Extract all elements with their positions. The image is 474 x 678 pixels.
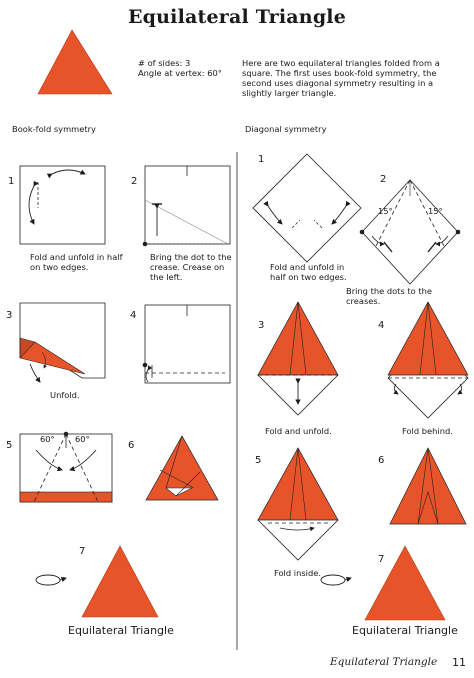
final-label-right: Equilateral Triangle (352, 624, 458, 637)
section-heading-diagonal: Diagonal symmetry (245, 124, 327, 134)
vertex-angle: Angle at vertex: 60° (138, 68, 222, 78)
right-step-3-caption: Fold and unfold. (265, 426, 332, 436)
left-step-3-caption: Unfold. (50, 390, 80, 400)
left-step-3-diagram (20, 303, 105, 382)
intro-text: Here are two equilateral triangles folded from a square. The first uses book-fold symmetry, the second uses diagonal symmetry resulting in a slightly larger triangle. (242, 58, 440, 98)
left-step-2-caption: Bring the dot to the crease. Crease on the left. (150, 252, 232, 282)
sides-count: # of sides: 3 (138, 58, 191, 68)
right-step-5-number: 5 (255, 455, 262, 466)
left-step-1-number: 1 (8, 176, 15, 187)
right-step-5-diagram (258, 448, 338, 560)
right-step-6-diagram (390, 448, 466, 524)
right-step-4-caption: Fold behind. (402, 426, 453, 436)
left-step-2-diagram (143, 166, 230, 246)
angle-label-60-right: 60° (75, 434, 90, 444)
left-step-7-number: 7 (79, 546, 86, 557)
left-step-5-diagram (20, 432, 112, 502)
page-title: Equilateral Triangle (127, 6, 347, 28)
left-step-6-number: 6 (128, 440, 135, 451)
right-step-7-number: 7 (378, 554, 385, 565)
right-step-2-number: 2 (380, 174, 387, 185)
left-step-2-number: 2 (131, 176, 138, 187)
right-step-1-caption: Fold and unfold in half on two edges. (270, 262, 347, 282)
left-step-1-diagram (20, 166, 105, 244)
left-step-7-diagram (36, 546, 158, 617)
right-step-5-caption: Fold inside. (274, 568, 321, 578)
right-step-3-diagram (258, 302, 338, 415)
angle-label-15-right: 15° (428, 206, 443, 216)
left-step-5-number: 5 (6, 440, 13, 451)
right-step-4-diagram (388, 302, 468, 418)
left-step-4-number: 4 (130, 310, 137, 321)
angle-label-60-left: 60° (40, 434, 55, 444)
right-step-6-number: 6 (378, 455, 385, 466)
left-step-1-caption: Fold and unfold in half on two edges. (30, 252, 123, 272)
section-heading-book-fold: Book-fold symmetry (12, 124, 96, 134)
left-step-6-diagram (146, 436, 218, 500)
right-step-1-number: 1 (258, 154, 265, 165)
right-step-3-number: 3 (258, 320, 265, 331)
angle-label-15-left: 15° (378, 206, 393, 216)
page-number: 11 (452, 656, 466, 669)
header-triangle (38, 30, 112, 94)
right-step-2-diagram (360, 180, 461, 284)
left-step-3-number: 3 (6, 310, 13, 321)
right-step-1-diagram (253, 154, 361, 262)
right-step-2-caption: Bring the dots to the creases. (346, 286, 432, 306)
final-label-left: Equilateral Triangle (68, 624, 174, 637)
left-step-4-diagram (143, 305, 230, 383)
right-step-4-number: 4 (378, 320, 385, 331)
footer-title: Equilateral Triangle (330, 656, 438, 668)
